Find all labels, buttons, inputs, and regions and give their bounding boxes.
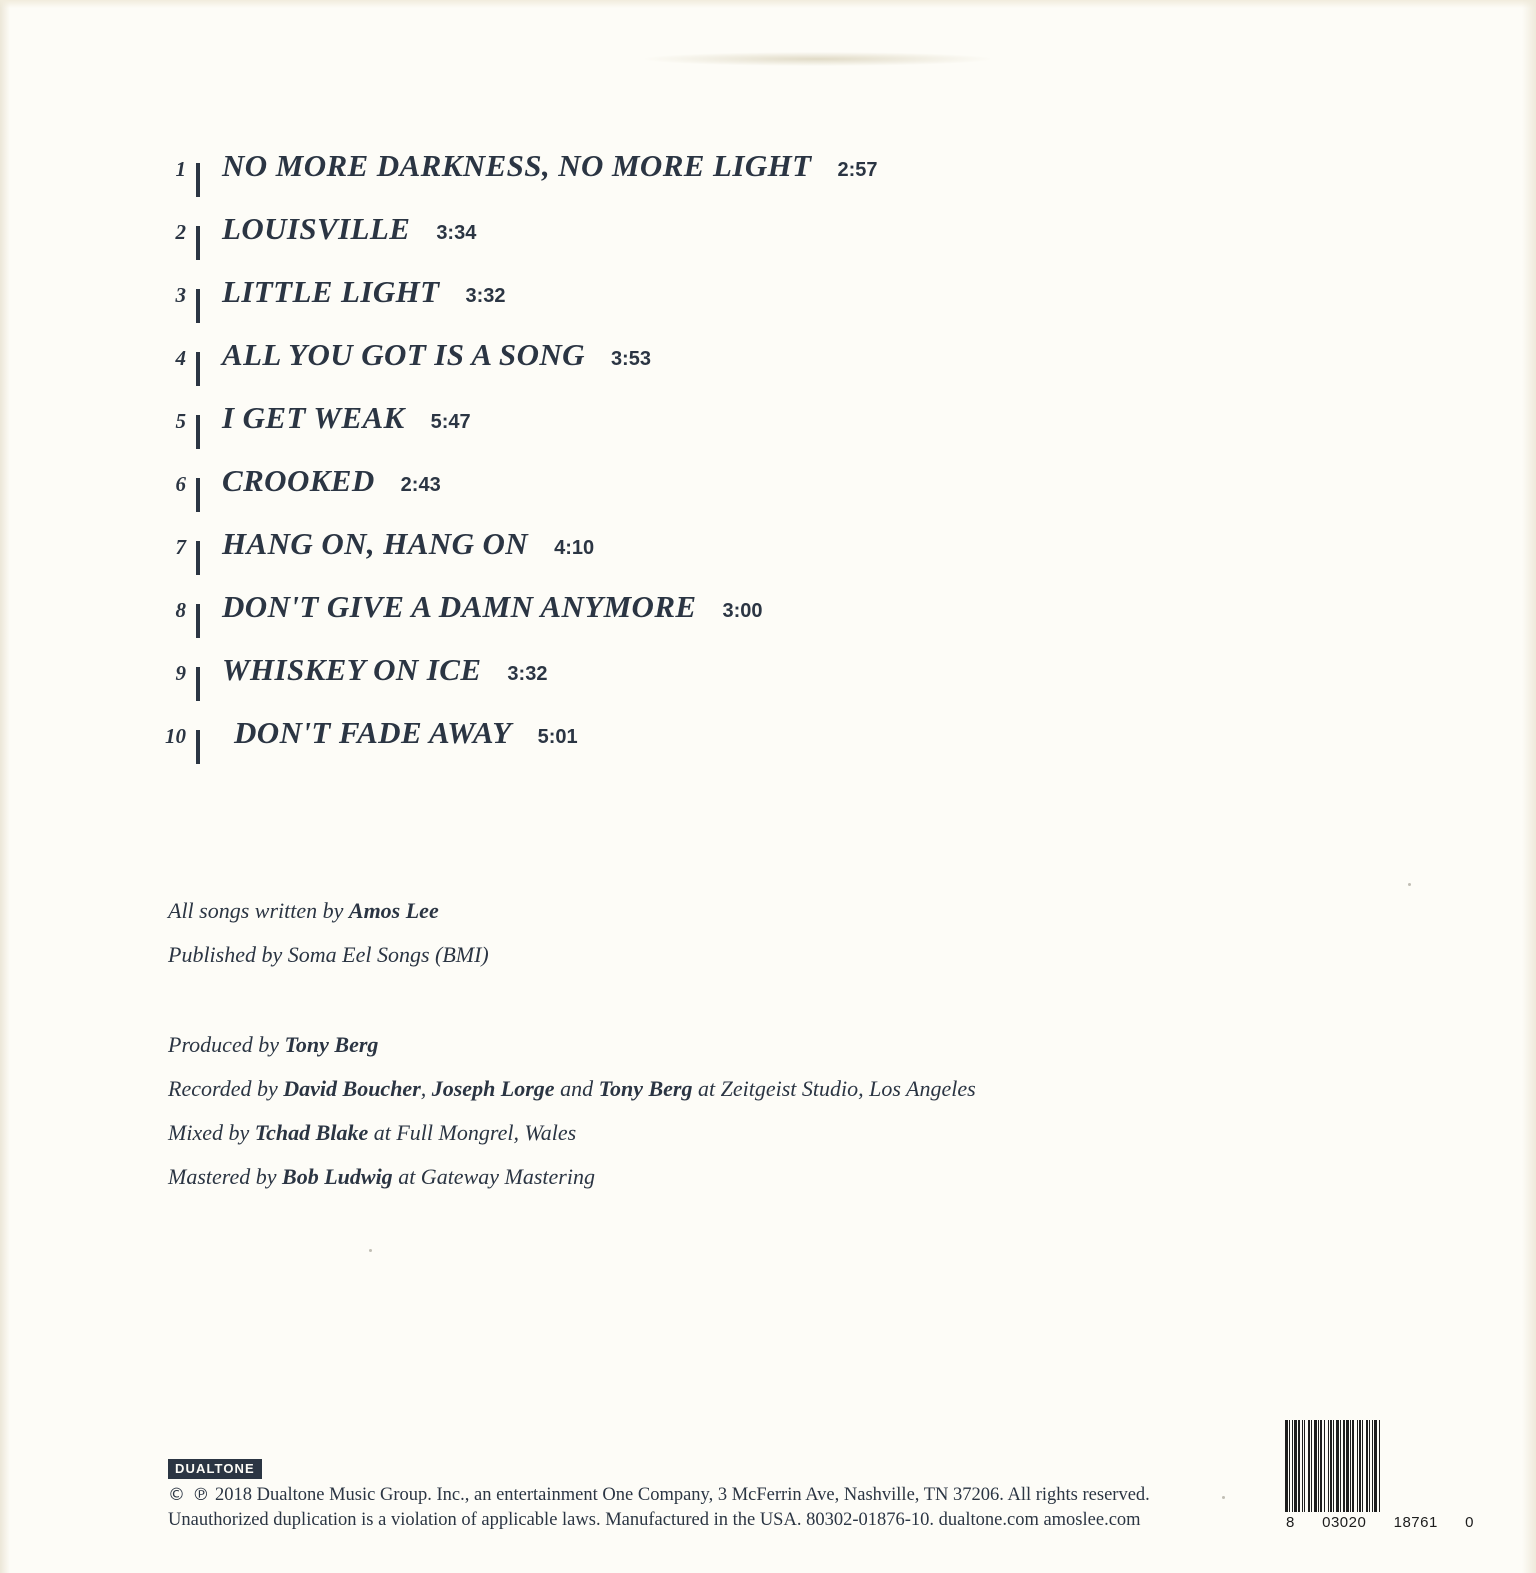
track-divider-bar xyxy=(196,352,200,386)
credit-prefix: Mastered by xyxy=(168,1164,283,1189)
paper-edge-right xyxy=(1522,0,1536,1573)
credit-suffix: at Zeitgeist Studio, Los Angeles xyxy=(692,1076,976,1101)
credits-production xyxy=(168,1034,976,1188)
legal-text xyxy=(168,1483,1150,1532)
credit-prefix: All songs written by xyxy=(168,898,349,923)
credit-name: Tchad Blake xyxy=(254,1120,369,1145)
track-duration: 5:01 xyxy=(537,726,578,748)
barcode-digits-mid-right: 18761 xyxy=(1393,1514,1438,1531)
credit-line-mixed-by xyxy=(168,1122,976,1144)
track-divider-bar xyxy=(196,667,200,701)
credit-prefix: Published by Soma Eel Songs (BMI) xyxy=(168,942,489,967)
track-duration: 3:53 xyxy=(610,348,651,370)
track-divider-bar xyxy=(196,226,200,260)
track-divider-bar xyxy=(196,289,200,323)
track-number: 10 xyxy=(165,724,186,748)
track-duration: 2:57 xyxy=(837,159,878,181)
track-title: LITTLE LIGHT xyxy=(222,274,440,309)
track-duration: 2:43 xyxy=(400,474,441,496)
track-list xyxy=(150,148,1150,778)
credit-name: Joseph Lorge xyxy=(431,1076,555,1101)
track-row xyxy=(150,589,1150,652)
credit-name: Tony Berg xyxy=(598,1076,693,1101)
copyright-marks: © ℗ xyxy=(168,1485,211,1505)
credit-suffix: at Gateway Mastering xyxy=(392,1164,595,1189)
track-divider-bar xyxy=(196,604,200,638)
credit-line-recorded-by xyxy=(168,1078,976,1100)
credit-line-written-by xyxy=(168,900,489,922)
track-row xyxy=(150,526,1150,589)
credit-name: Tony Berg xyxy=(284,1032,379,1057)
legal-line-2: Unauthorized duplication is a violation of applicable laws. Manufactured in the USA. 80302-01876-10. dualtone.com amoslee.com xyxy=(168,1509,1141,1530)
track-duration: 3:32 xyxy=(465,285,506,307)
track-divider-bar xyxy=(196,730,200,764)
credit-prefix: Recorded by xyxy=(168,1076,284,1101)
track-number: 6 xyxy=(175,472,186,496)
track-title: LOUISVILLE xyxy=(222,211,411,246)
legal-line-1-text: 2018 Dualtone Music Group. Inc., an entertainment One Company, 3 McFerrin Ave, Nashville, TN 37206. All rights reserved. xyxy=(215,1485,1150,1505)
track-number: 5 xyxy=(175,409,186,433)
legal-line-1 xyxy=(168,1483,1150,1508)
record-label-logo: DUALTONE xyxy=(168,1459,262,1479)
paper-smudge xyxy=(645,52,990,66)
track-number: 8 xyxy=(175,598,186,622)
track-divider-bar xyxy=(196,163,200,197)
track-number: 1 xyxy=(175,157,186,181)
paper-speck xyxy=(1408,883,1411,886)
track-title: WHISKEY ON ICE xyxy=(222,652,482,687)
track-row xyxy=(150,337,1150,400)
paper-edge-top xyxy=(0,0,1536,8)
track-number: 4 xyxy=(175,346,186,370)
barcode-digit-left: 8 xyxy=(1286,1514,1295,1531)
credit-line-published-by xyxy=(168,944,489,966)
track-row xyxy=(150,274,1150,337)
barcode-digit-right: 0 xyxy=(1465,1514,1474,1531)
credit-line-produced-by xyxy=(168,1034,976,1056)
barcode-bars xyxy=(1285,1420,1475,1512)
track-duration: 3:34 xyxy=(436,222,477,244)
paper-speck xyxy=(1222,1496,1225,1499)
track-row xyxy=(150,715,1150,778)
track-number: 7 xyxy=(175,535,186,559)
paper-edge-left xyxy=(0,0,10,1573)
credit-prefix: Mixed by xyxy=(168,1120,255,1145)
track-row xyxy=(150,148,1150,211)
track-divider-bar xyxy=(196,541,200,575)
barcode xyxy=(1285,1420,1475,1531)
track-title: DON'T GIVE A DAMN ANYMORE xyxy=(222,589,697,624)
credit-name: David Boucher xyxy=(283,1076,421,1101)
track-divider-bar xyxy=(196,478,200,512)
credit-prefix: Produced by xyxy=(168,1032,285,1057)
barcode-digits xyxy=(1285,1514,1475,1531)
credit-name: Bob Ludwig xyxy=(282,1164,393,1189)
track-duration: 5:47 xyxy=(430,411,471,433)
track-divider-bar xyxy=(196,415,200,449)
credit-name: Amos Lee xyxy=(348,898,439,923)
track-duration: 3:32 xyxy=(507,663,548,685)
credit-separator: , xyxy=(420,1076,432,1101)
credit-separator: and xyxy=(554,1076,599,1101)
track-row xyxy=(150,400,1150,463)
credits-songwriting xyxy=(168,900,489,966)
track-row xyxy=(150,211,1150,274)
track-title: CROOKED xyxy=(222,463,375,498)
barcode-digits-mid-left: 03020 xyxy=(1322,1514,1367,1531)
track-title: NO MORE DARKNESS, NO MORE LIGHT xyxy=(222,148,812,183)
track-row xyxy=(150,463,1150,526)
track-title: I GET WEAK xyxy=(222,400,405,435)
track-duration: 3:00 xyxy=(722,600,763,622)
track-number: 3 xyxy=(175,283,186,307)
track-title: HANG ON, HANG ON xyxy=(222,526,529,561)
track-number: 9 xyxy=(175,661,186,685)
track-title: ALL YOU GOT IS A SONG xyxy=(222,337,585,372)
track-duration: 4:10 xyxy=(554,537,595,559)
credit-line-mastered-by xyxy=(168,1166,976,1188)
credit-suffix: at Full Mongrel, Wales xyxy=(368,1120,577,1145)
paper-speck xyxy=(369,1249,372,1252)
track-title: DON'T FADE AWAY xyxy=(234,715,512,750)
track-number: 2 xyxy=(175,220,186,244)
track-row xyxy=(150,652,1150,715)
